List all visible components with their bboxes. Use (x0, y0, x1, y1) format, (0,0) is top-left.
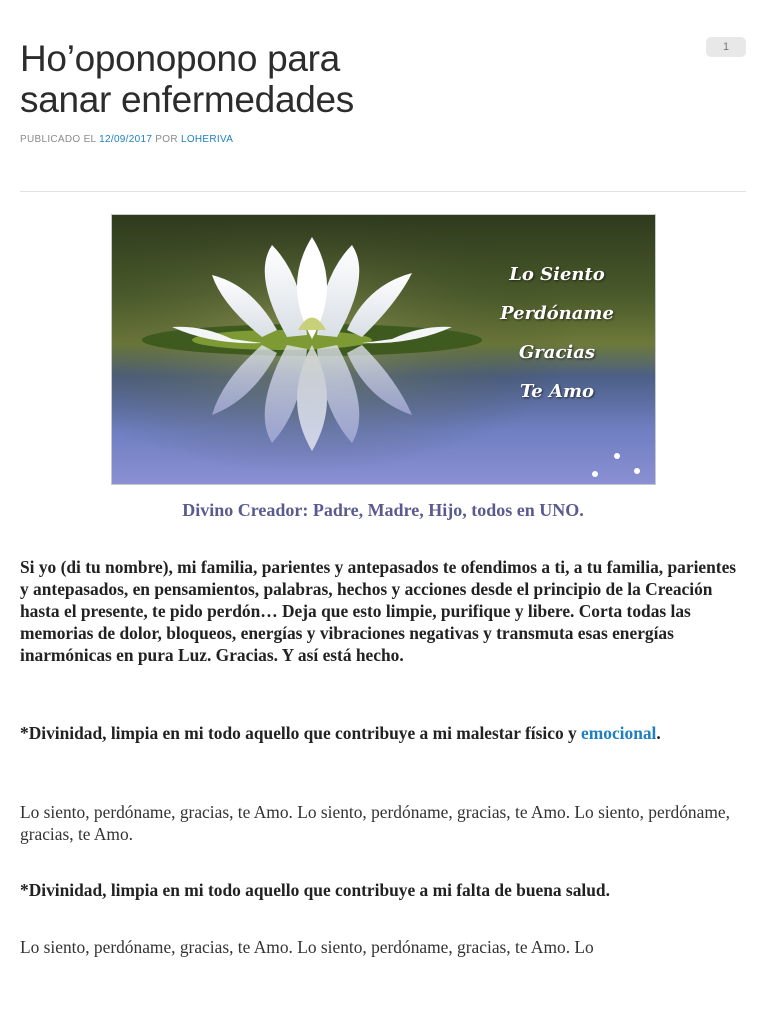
published-label: PUBLICADO EL (20, 134, 97, 145)
divinity-paragraph-1-end: . (656, 723, 661, 743)
banner-text (472, 255, 642, 411)
banner-line-2: Perdóname (500, 303, 614, 324)
post-meta (20, 134, 233, 145)
image-caption: Divino Creador: Padre, Madre, Hijo, todos en UNO. (182, 500, 584, 520)
divinity-paragraph-2: *Divinidad, limpia en mi todo aquello que contribuye a mi falta de buena salud. (20, 880, 610, 900)
lotus-banner-image (111, 214, 656, 485)
banner-line-3: Gracias (518, 342, 596, 363)
mantra-paragraph-1: Lo siento, perdóname, gracias, te Amo. Lo siento, perdóname, gracias, te Amo. Lo siento, perdóname, gracias, te Amo. (20, 802, 730, 844)
post-title (20, 38, 580, 120)
banner-line-1: Lo Siento (509, 264, 605, 285)
divinity-paragraph-1-text: *Divinidad, limpia en mi todo aquello que contribuye a mi malestar físico y (20, 723, 582, 743)
mantra-paragraph-2: Lo siento, perdóname, gracias, te Amo. Lo siento, perdóname, gracias, te Amo. Lo (20, 937, 594, 957)
divinity-paragraph-1 (20, 722, 748, 744)
author-link[interactable]: LOHERIVA (180, 134, 234, 145)
banner-line-4: Te Amo (519, 381, 595, 402)
post-date-link[interactable]: 12/09/2017 (99, 134, 153, 145)
post-title-line-1: Ho’oponopono para (20, 38, 340, 79)
comments-count-badge[interactable]: 1 (706, 37, 746, 57)
header-divider (20, 191, 746, 192)
post-title-line-2: sanar enfermedades (20, 79, 354, 120)
emocional-link[interactable]: emocional (581, 723, 657, 743)
author-prefix: POR (155, 134, 178, 145)
prayer-paragraph: Si yo (di tu nombre), mi familia, parientes y antepasados te ofendimos a ti, a tu familia, parientes y antepasados, en pensamientos, palabras, hechos y acciones desde el principio de la Creación hasta el presente, te pido perdón… Deja que esto limpie, purifique y libere. Corta todas las memorias de dolor, bloqueos, energías y vibraciones negativas y transmuta esas energías inarmónicas en pura Luz. Gracias. Y así está hecho. (20, 557, 737, 665)
